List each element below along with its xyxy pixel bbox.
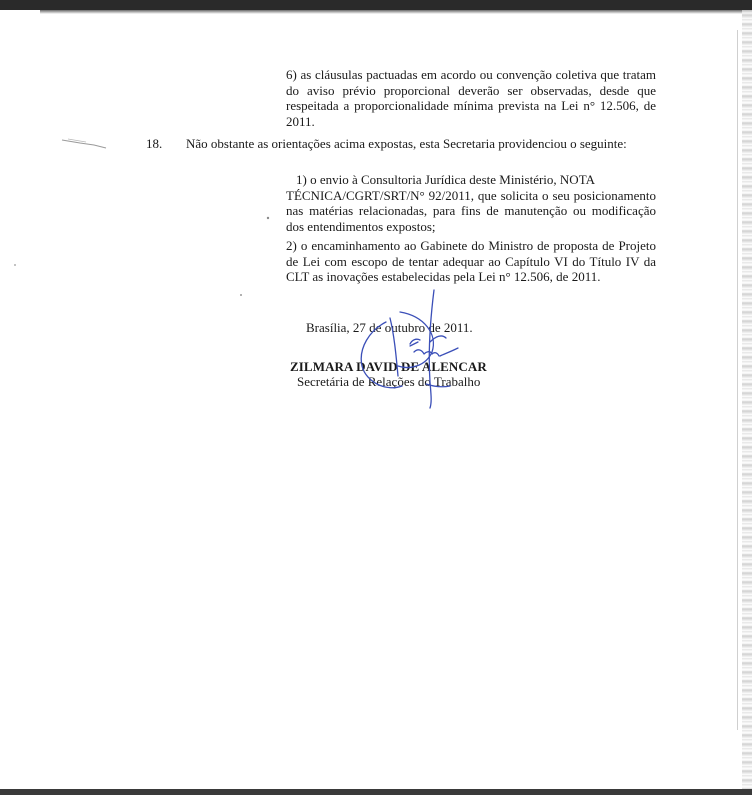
item-1-first-line: 1) o envio à Consultoria Jurídica deste Ministério, NOTA [296,172,595,187]
handwritten-signature [340,282,480,412]
paragraph-18-text: Não obstante as orientações acima expostas, esta Secretaria providenciou o seguinte: [186,136,627,151]
paragraph-18 [146,136,656,152]
scan-edge-right-line [737,30,738,730]
signatory-title: Secretária de Relações do Trabalho [297,374,481,389]
item-1-rest: TÉCNICA/CGRT/SRT/N° 92/2011, que solicita o seu posicionamento nas matérias relacionadas, para fins de manutenção ou modificação dos entendimentos expostos; [286,187,656,234]
scan-edge-bottom [0,789,752,795]
scan-speck-left [60,136,108,150]
scan-speck-dot-left [12,262,18,268]
item-6-paragraph: 6) as cláusulas pactuadas em acordo ou convenção coletiva que tratam do aviso prévio proporcional deverão ser observadas, desde que respeitada a proporcionalidade mínima prevista na Lei n° 12.506, de 2011. [286,67,656,129]
scan-edge-top-shadow [40,10,752,14]
scan-speck-dot [238,292,244,298]
scan-edge-right [742,10,752,789]
date-line: Brasília, 27 de outubro de 2011. [306,320,473,335]
paragraph-18-number: 18. [146,136,163,151]
scan-speck-small [265,215,271,221]
item-1-paragraph [286,172,656,234]
scan-edge-top [0,0,752,10]
item-2-paragraph: 2) o encaminhamento ao Gabinete do Ministro de proposta de Projeto de Lei com escopo de tentar adequar ao Capítulo VI do Título IV da CLT as inovações estabelecidas pela Lei n° 12.506, de 2011. [286,238,656,284]
signatory-name: ZILMARA DAVID DE ALENCAR [290,359,487,374]
